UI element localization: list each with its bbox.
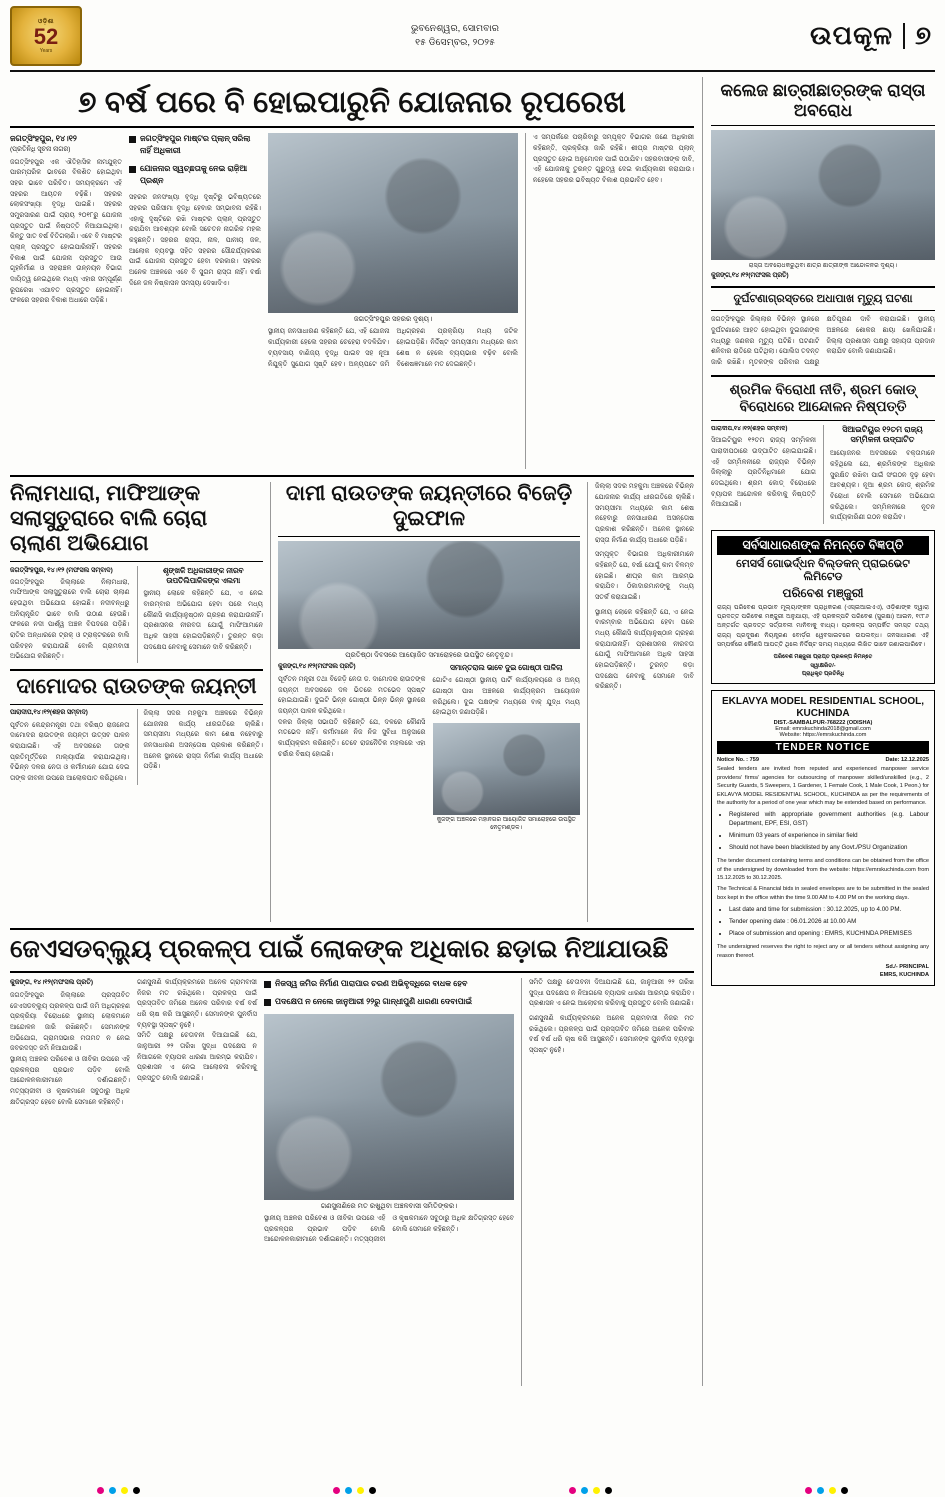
- damodar-byline: ପାରାଦୀପ,୧୪।୧୨(ଶହର ସମ୍ବାଦ): [10, 708, 88, 716]
- college-protest-headline: କଲେଜ ଛାତ୍ରୀଛାତ୍ରଙ୍କ ରାସ୍ତା ଅବରୋଧ: [720, 81, 926, 121]
- college-protest-photo: [711, 130, 935, 260]
- lead-col-1: ଜଗତ୍‌ସିଂହପୁର ଏକ ଐତିହାସିକ ନାମଯୁକ୍ତ ପାରମ୍ପରିକ ଭାବରେ ବିକଶିତ ହୋଇଥିବା ସହର ଭାବେ ପରିଚିତ। ସମୟକ୍ରମେ ଏହି ସହରର ଆୟତନ ବଢ଼ିଛି। ସହରର ଲୋକସଂଖ୍ୟା ବୃଦ୍ଧି ପାଇଛି। ସହରର ସମ୍ପ୍ରସାରଣ ପାଇଁ ପ୍ରାୟ ୨୦୧୮ରୁ ଯୋଜନା ପ୍ରସ୍ତୁତ ପାଇଁ ନିଷ୍ପତ୍ତି ନିଆଯାଇଥିଲା। କିନ୍ତୁ ସାତ ବର୍ଷ ବିତିଗଲାଣି। ଏବେ ବି ମାଷ୍ଟର ପ୍ଲାନ୍ ପ୍ରସ୍ତୁତ ହୋଇପାରିନାହିଁ। ସହରର ବିକାଶ ପାଇଁ ଯୋଜନା ପ୍ରସ୍ତୁତ ଆଉ ଗୃହନିର୍ମାଣ ଓ ସହରାଞ୍ଚଳ ଉନ୍ନୟନ ବିଭାଗ ଦାୟିତ୍ୱ ନେଇଥିଲେ ମଧ୍ୟ ଏହାର ସମ୍ପୂର୍ଣ୍ଣ ରୂପରେଖ ଏଯାବତ ପ୍ରସ୍ତୁତ ହୋଇନାହିଁ। ଫଳରେ ସହରର ବିକାଶ ଅଧାରେ ପଡ଼ିଛି।: [10, 158, 122, 305]
- dot-yellow: [357, 1487, 364, 1494]
- color-dot-group: [805, 1487, 848, 1494]
- sand-mafia-subheadline: ଶୃଙ୍ଖଳି ଅଧିକାରୀଙ୍କ ନୀରବ ଉପତିଲିପାଳିକଙ୍କ ଏଲମା: [162, 565, 244, 586]
- masthead-place: ଭୁବନେଶ୍ୱର, ସୋମବାର: [410, 23, 500, 35]
- tender-dates-list: [729, 906, 929, 939]
- jsw-col-4b: ଗଣସୁନାଣି କାର୍ଯ୍ୟକ୍ରମରେ ଅନେକ ଗ୍ରାମବାସୀ ନିଜର ମତ ରଖିଥିଲେ। ପ୍ରକଳ୍ପ ପାଇଁ ପ୍ରସ୍ତାବିତ ଜମିରେ ଅନେକ ପରିବାର ବର୍ଷ ବର୍ଷ ଧରି ଚାଷ କରି ଆସୁଛନ୍ତି। ସେମାନଙ୍କ ପୁନର୍ବାସ ବ୍ୟବସ୍ଥା ସ୍ପଷ୍ଟ ନୁହେଁ।: [529, 1014, 694, 1054]
- jsw-photo-caption: ଗଣସୁନାଣିରେ ମତ ରଖୁଥିବା ଅଞ୍ଚଳବାସୀ ସମିତିଙ୍କର।: [320, 1202, 458, 1210]
- accident-body: ଜଗତ୍‌ସିଂହପୁର ଜିଲ୍ଲାର ବିଭିନ୍ନ ସ୍ଥାନରେ ଦୁର୍ଘଟଣାରେ ଆହତ ହୋଇଥିବା ଦୁଇଜଣଙ୍କ ମଧ୍ୟରୁ ଜଣକର ମୃତ୍ୟୁ ଘଟିଛି। ଘଟଣାଟି ଶନିବାର ରାତିରେ ଘଟିଥିଲା। ପୋଲିସ ତଦନ୍ତ ଜାରି ରଖିଛି। ମୃତକଙ୍କ ପରିବାର ପକ୍ଷରୁ କ୍ଷତିପୂରଣ ଦାବି କରାଯାଇଛି। ସ୍ଥାନୀୟ ଅଞ୍ଚଳରେ ଶୋକର ଛାୟା ଖେଳିଯାଇଛି। ଜିଲ୍ଲା ପ୍ରଶାସନ ପକ୍ଷରୁ ସହାୟତା ପ୍ରଦାନ କରାଯିବ ବୋଲି ଜଣାଯାଇଛି।: [710, 316, 935, 366]
- jsw-col-2b: ସମିତି ପକ୍ଷରୁ ଚେତାବନୀ ଦିଆଯାଇଛି ଯେ, ଜାନୁଆରୀ ୨୨ ତାରିଖ ସୁଦ୍ଧା ପଦକ୍ଷେପ ନ ନିଆଗଲେ ବ୍ୟାପକ ଧାରଣା ଆରମ୍ଭ କରାଯିବ। ପ୍ରଶାସନ ଏ ନେଇ ଆଲୋଚନା କରିବାକୁ ପ୍ରସ୍ତୁତ ବୋଲି ଜଣାଇଛି।: [137, 1032, 257, 1082]
- dot-magenta: [569, 1487, 576, 1494]
- sand-mafia-byline: ଜଗତ୍‌ସିଂହପୁର, ୧୪।୧୨ (ମଫସଲ ସମ୍ବାଦ): [10, 566, 113, 574]
- damodar-body: ପୂର୍ବତନ କେନ୍ଦ୍ରମନ୍ତ୍ରୀ ତଥା ବରିଷ୍ଠ ରାଜନେତା ଦାମୋଦର ରାଉତଙ୍କ ଜୟନ୍ତୀ ଉତ୍ସବ ପାଳନ କରାଯାଇଛି। ଏହି ଅବସରରେ ତାଙ୍କ ପ୍ରତିମୂର୍ତ୍ତିରେ ମାଲ୍ୟାର୍ପଣ କରାଯାଇଥିଲା। ବିଭିନ୍ନ ଦଳର ନେତା ଓ କର୍ମୀମାନେ ଯୋଗ ଦେଇ ତାଙ୍କ ଜୀବନୀ ଉପରେ ଆଲୋକପାତ କରିଥିଲେ।: [10, 721, 130, 783]
- publication-logo: [10, 6, 82, 66]
- tender-para-3: The Technical & Financial bids in sealed envelopes are to be submitted in the sealed box kept in the office within the time 9.00 AM to 4.00 PM on the working days.: [716, 886, 929, 901]
- env-ad-signature-1: ପରିବେଶ ମଞ୍ଜୁରୀ ପ୍ରାପ୍ତ ପ୍ରକଳ୍ପ ନିମନ୍ତେ: [773, 654, 873, 661]
- masthead: [10, 6, 935, 72]
- jsw-byline: କୁଜଙ୍ଗ, ୧୪।୧୨(ମଫସଲ ପ୍ରତି): [10, 978, 94, 986]
- jsw-col-4: ସମିତି ପକ୍ଷରୁ ଚେତାବନୀ ଦିଆଯାଇଛି ଯେ, ଜାନୁଆରୀ ୨୨ ତାରିଖ ସୁଦ୍ଧା ପଦକ୍ଷେପ ନ ନିଆଗଲେ ବ୍ୟାପକ ଧାରଣା ଆରମ୍ଭ କରାଯିବ। ପ୍ରଶାସନ ଏ ନେଇ ଆଲୋଚନା କରିବାକୁ ପ୍ରସ୍ତୁତ ବୋଲି ଜଣାଇଛି।: [529, 978, 694, 1008]
- accident-headline: ଦୁର୍ଘଟଣାଗ୍ରସ୍ତରେ ଅଧାପାଖ ମୃତ୍ୟୁ ଘଟଣା: [733, 292, 913, 305]
- dot-magenta: [333, 1487, 340, 1494]
- sand-mafia-col-1: ଜଗତ୍‌ସିଂହପୁର ଜିଲ୍ଲାରେ ନିଲାମଧାରା, ମାଫିଆଙ୍କ ସଲାସୁତୁରାରେ ବାଲି ଚୋରା ଚାଲାଣ ହେଉଥିବା ଅଭିଯୋଗ ହୋଇଛି। ନଦୀବନ୍ଧରୁ ଅନିୟନ୍ତ୍ରିତ ଭାବେ ବାଲି ଉଠାଣ ହେଉଛି। ଫଳରେ ନଦୀ ପାର୍ଶ୍ୱ ଅଞ୍ଚଳ ବିପଦରେ ପଡ଼ିଛି। ରାତିର ଅନ୍ଧାରରେ ଟ୍ରକ୍ ଓ ଟ୍ରାକ୍ଟରରେ ବାଲି ପରିବହନ କରାଯାଉଛି ବୋଲି ଗ୍ରାମବାସୀ ଅଭିଯୋଗ କରିଛନ୍ତି।: [10, 578, 130, 661]
- lead-col-4: ଏ ସମ୍ପର୍କରେ ପଚାରିବାରୁ ସମ୍ପୃକ୍ତ ବିଭାଗର ଜଣେ ଅଧିକାରୀ କହିଛନ୍ତି, ପ୍ରକ୍ରିୟା ଜାରି ରହିଛି। ଶୀଘ୍ର ମାଷ୍ଟର ପ୍ଲାନ୍ ପ୍ରସ୍ତୁତ ହୋଇ ଅନୁମୋଦନ ପାଇଁ ପଠାଯିବ। ସହରବାସୀଙ୍କ ଦାବି, ଏହି ଯୋଜନାକୁ ତୁରନ୍ତ ଗୁରୁତ୍ୱ ଦେଇ କାର୍ଯ୍ୟକାରୀ କରାଯାଉ। ନହେଲେ ସହରର ଭବିଷ୍ୟତ ବିକାଶ ପ୍ରଭାବିତ ହେବ।: [533, 134, 694, 185]
- tender-date: Date: 12.12.2025: [885, 757, 929, 764]
- tender-school-dist: DIST.-SAMBALPUR-768222 (ODISHA): [773, 720, 873, 727]
- damodar-jayanti-headline: ଦାମୋଦର ରାଉତଙ୍କ ଜୟନ୍ତୀ: [16, 675, 257, 699]
- citu-col-1: ସିଆଇଟିୟୁର ୧୨ତମ ରାଜ୍ୟ ସମ୍ମିଳନୀ ପାରାଦୀପଠାରେ ଉଦ୍‌ଘାଟିତ ହୋଇଯାଇଛି। ଏହି ସମ୍ମିଳନୀରେ ରାଜ୍ୟର ବିଭିନ୍ନ ଜିଲ୍ଲାରୁ ପ୍ରତିନିଧିମାନେ ଯୋଗ ଦେଇଥିଲେ। ଶ୍ରମ କୋଡ୍ ବିରୋଧରେ ବ୍ୟାପକ ଆନ୍ଦୋଳନ କରିବାକୁ ନିଷ୍ପତ୍ତି ନିଆଯାଇଛି।: [710, 437, 816, 509]
- bjd-col-1: ପୂର୍ବତନ ମନ୍ତ୍ରୀ ତଥା ବିଜେଡ଼ି ନେତା ଡ. ଦାମୋଦର ରାଉତଙ୍କ ଜୟନ୍ତୀ ଅବସରରେ ଦଳ ଭିତରେ ମତଭେଦ ସ୍ପଷ୍ଟ ହୋଇଯାଇଛି। ଦୁଇଟି ଭିନ୍ନ ଗୋଷ୍ଠୀ ଭିନ୍ନ ଭିନ୍ନ ସ୍ଥାନରେ ଜୟନ୍ତୀ ପାଳନ କରିଥିଲେ।: [278, 675, 426, 715]
- section-title: ଉପକୂଳ: [809, 20, 894, 50]
- env-ad-signature-3: ପ୍ରାଧିକୃତ ପ୍ରତିନିଧି: [801, 671, 845, 678]
- citu-subheadline: ସିଆଇଟିୟୁର ୧୨ତମ ରାଜ୍ୟ ସମ୍ମିଳନୀ ଉଦ୍‌ଘାଟିତ: [842, 424, 923, 445]
- bjd-photo-2: [433, 723, 581, 815]
- dot-magenta: [97, 1487, 104, 1494]
- logo-top-text: ଓଡ଼ିଶା: [38, 18, 54, 25]
- tender-para-1: Sealed tenders are invited from reputed and experienced manpower service providers/ firms/ agencies for outsourcing of manpower skilled/unskilled (e.g., 2 Security Guards, 5 Sweepers, 1 Gardener, 1 Female Cook, 1 Male Cook, 1 Peon.) for EKLAVYA MODEL RESIDENTIAL SCHOOL, KUCHINDA as per the requirements of the authority for a period of one year which may be extended based on performance.: [716, 766, 929, 806]
- dot-yellow: [829, 1487, 836, 1494]
- tender-school-email: Email: emrskuchinda2018@gmail.com: [775, 726, 871, 733]
- tender-sign-2: EMRS, KUCHINDA: [879, 972, 929, 979]
- tender-date-item: • Tender opening date : 06.01.2026 at 10.00 AM: [729, 918, 929, 927]
- masthead-date: ୧୫ ଡିସେମ୍ବର, ୨୦୨୫: [415, 37, 495, 48]
- tender-notice-ad: [711, 690, 935, 985]
- jsw-col-1b: ସ୍ଥାନୀୟ ଅଞ୍ଚଳର ପରିବେଶ ଓ ଜୀବିକା ଉପରେ ଏହି ପ୍ରକଳ୍ପର ପ୍ରଭାବ ପଡ଼ିବ ବୋଲି ଆନ୍ଦୋଳନକାରୀମାନେ ଦର୍ଶାଇଛନ୍ତି। ମତ୍ସ୍ୟଜୀବୀ ଓ କୃଷକମାନେ ସବୁଠାରୁ ଅଧିକ କ୍ଷତିଗ୍ରସ୍ତ ହେବେ ବୋଲି ସେମାନେ କହିଛନ୍ତି।: [10, 1056, 130, 1106]
- env-ad-title-3: ପରିବେଶ ମଞ୍ଜୁରୀ: [782, 585, 864, 600]
- lead-bullet-2: ଯୋଜନାର ସ୍ୱଚ୍ଛତାକୁ ନେଇ ରାଜି଼ଆ ପ୍ରଶ୍ନ: [129, 163, 261, 187]
- tender-sign-1: Sd./- PRINCIPAL: [885, 964, 929, 970]
- jsw-col-2: ଗଣସୁନାଣି କାର୍ଯ୍ୟକ୍ରମରେ ଅନେକ ଗ୍ରାମବାସୀ ନିଜର ମତ ରଖିଥିଲେ। ପ୍ରକଳ୍ପ ପାଇଁ ପ୍ରସ୍ତାବିତ ଜମିରେ ଅନେକ ପରିବାର ବର୍ଷ ବର୍ଷ ଧରି ଚାଷ କରି ଆସୁଛନ୍ତି। ସେମାନଙ୍କ ପୁନର୍ବାସ ବ୍ୟବସ୍ଥା ସ୍ପଷ୍ଟ ନୁହେଁ।: [137, 978, 257, 1029]
- env-ad-body: ରାଜ୍ୟ ପରିବେଶ ପ୍ରଭାବ ମୂଲ୍ୟାଙ୍କନ ପ୍ରାଧିକରଣ (ଏସ୍‌ଇଆଇଏଏ), ଓଡ଼ିଶାଙ୍କ ଦ୍ୱାରା ପ୍ରଦତ୍ତ ପରିବେଶ ମଞ୍ଜୁରୀ ଅନୁଯାୟୀ, ଏହି ପ୍ରକଳ୍ପଟି ପରିବେଶ (ସୁରକ୍ଷା) ଆଇନ, ୧୯୮୬ ଅନ୍ତର୍ଗତ ପ୍ରଦତ୍ତ ସର୍ତ୍ତାବଳୀ ମାନିବାକୁ ବାଧ୍ୟ। ପ୍ରକଳ୍ପ ସମ୍ପର୍କିତ ସମସ୍ତ ତଥ୍ୟ ରାଜ୍ୟ ପ୍ରଦୂଷଣ ନିୟନ୍ତ୍ରଣ ବୋର୍ଡ଼ର ୱେବସାଇଟରେ ଉପଲବ୍ଧ। ଜନସାଧାରଣ ଏହି ସମ୍ପର୍କରେ କୌଣସି ଆପତ୍ତି ଥିଲେ ନିର୍ଦ୍ଦିଷ୍ଟ ସମୟ ମଧ୍ୟରେ ଲିଖିତ ଭାବେ ଜଣାଇପାରିବେ।: [716, 603, 929, 648]
- tender-notice-no: Notice No. : 759: [716, 757, 759, 764]
- color-registration-marks: [0, 1487, 945, 1494]
- lead-byline-sub: (ପ୍ରତିନିଧି ସୂଚନା ନାଗର): [10, 145, 71, 153]
- mid-right-body-3: ସ୍ଥାନୀୟ ଲୋକେ କହିଛନ୍ତି ଯେ, ଏ ନେଇ ବାରମ୍ବାର ଅଭିଯୋଗ ହେବା ପରେ ମଧ୍ୟ କୌଣସି କାର୍ଯ୍ୟାନୁଷ୍ଠାନ ଗ୍ରହଣ କରାଯାଉନାହିଁ। ପ୍ରଶାସନର ନୀରବତା ଯୋଗୁଁ ମାଫିଆମାନେ ଅଧିକ ସାହସୀ ହୋଇପଡ଼ିଛନ୍ତି। ତୁରନ୍ତ କଡ଼ା ପଦକ୍ଷେପ ନେବାକୁ ସେମାନେ ଦାବି କରିଛନ୍ତି।: [595, 608, 694, 691]
- env-ad-title-2: ମେସର୍ସ ଗୋଭର୍ଦ୍ଧନ ବିଲ୍ଡକନ୍ ପ୍ରାଇଭେଟ ଲିମିଟେଡ: [736, 557, 910, 583]
- citu-byline: ପାରାଦୀପ,୧୪।୧୨(ଶହର ସମ୍ବାଦ): [710, 424, 788, 432]
- env-ad-signature-2: ସ୍ୱାକ୍ଷରିତ/-: [810, 662, 836, 669]
- env-ad-title-1: ସର୍ବସାଧାରଣଙ୍କ ନିମନ୍ତେ ବିଜ୍ଞପ୍ତି: [717, 536, 929, 555]
- environment-clearance-ad: [711, 530, 935, 685]
- college-protest-caption: ରାସ୍ତା ଅବରୋଧକରୁଥିବା ଛାତ୍ର ଛାତ୍ରୀଙ୍କ ଆନ୍ଦୋଳନର ଦୃଶ୍ୟ।: [748, 262, 898, 270]
- dot-cyan: [345, 1487, 352, 1494]
- dot-yellow: [593, 1487, 600, 1494]
- lead-col-2: ସହରର ଜନସଂଖ୍ୟା ବୃଦ୍ଧି ଦୃଷ୍ଟିରୁ ଭବିଷ୍ୟତରେ ସହରର ପରିସୀମା ବୃଦ୍ଧି ହେବାର ସମ୍ଭାବନା ରହିଛି। ଏହାକୁ ଦୃଷ୍ଟିରେ ରଖି ମାଷ୍ଟର ପ୍ଲାନ୍ ପ୍ରସ୍ତୁତ କରାଯିବା ଆବଶ୍ୟକ ବୋଲି ସଚେତନ ନାଗରିକ ମହଲ କହୁଛନ୍ତି। ସହରର ରାସ୍ତା, ନାଳ, ପାନୀୟ ଜଳ, ଆଲୋକ ବ୍ୟବସ୍ଥା ସହିତ ସହରର ସୌନ୍ଦର୍ଯ୍ୟକରଣ ପାଇଁ ଯୋଜନା ପ୍ରସ୍ତୁତ ହେବା ଦରକାର। ସହରର ଅନେକ ଅଞ୍ଚଳରେ ଏବେ ବି ସୁଗମ ରାସ୍ତା ନାହିଁ। ବର୍ଷା ଦିନେ ଜଳ ନିଷ୍କାସନ ସମସ୍ୟା ଦେଖାଦିଏ।: [129, 194, 261, 287]
- masthead-section: [810, 20, 935, 52]
- dot-cyan: [817, 1487, 824, 1494]
- masthead-dateline: [100, 22, 810, 50]
- tender-banner: TENDER NOTICE: [717, 741, 929, 754]
- tender-eligibility-item: • Minimum 03 years of experience in similar field: [729, 832, 929, 841]
- tender-eligibility-item: • Registered with appropriate government authorities (e.g. Labour Department, EPF, ESI, GST): [729, 811, 929, 829]
- tender-eligibility-item: • Should not have been blacklisted by any Govt./PSU Organization: [729, 844, 929, 853]
- lead-col-3: ସ୍ଥାନୀୟ ଜନସାଧାରଣ କହିଛନ୍ତି ଯେ, ଏହି ଯୋଜନା କାର୍ଯ୍ୟକାରୀ ହେଲେ ସହରର ଚେହେରା ବଦଳିଯିବ। ବ୍ୟବସାୟ ବାଣିଜ୍ୟ ବୃଦ୍ଧି ପାଇବ ସହ ନୂଆ ନିଯୁକ୍ତି ସୁଯୋଗ ସୃଷ୍ଟି ହେବ। ଅନ୍ୟପଟେ ଜମି ଅଧିଗ୍ରହଣ ପ୍ରକ୍ରିୟା ମଧ୍ୟ ଜଟିଳ ହୋଇପଡ଼ିଛି। ନିର୍ଦ୍ଦିଷ୍ଟ ସମୟସୀମା ମଧ୍ୟରେ କାମ ଶେଷ ନ ହେଲେ ବ୍ୟୟଭାର ବଢ଼ିବ ବୋଲି ବିଶେଷଜ୍ଞମାନେ ମତ ଦେଇଛନ୍ତି।: [268, 328, 518, 368]
- lead-headline: ୭ ବର୍ଷ ପରେ ବି ହୋଇପାରୁନି ଯୋଜନାର ରୂପରେଖ: [78, 86, 626, 119]
- mid-right-body-2: ସମ୍ପୃକ୍ତ ବିଭାଗର ଅଧିକାରୀମାନେ କହିଛନ୍ତି ଯେ, ବର୍ଷା ଯୋଗୁଁ କାମ ବିଳମ୍ବ ହୋଇଛି। ଶୀଘ୍ର କାମ ଆରମ୍ଭ କରାଯିବ। ଠିକାଦାରମାନଙ୍କୁ ମଧ୍ୟ ସତର୍କ କରାଯାଇଛି।: [595, 551, 694, 602]
- dot-cyan: [581, 1487, 588, 1494]
- lead-byline: ଜଗତ୍‌ସିଂହପୁର, ୧୪।୧୨: [10, 134, 77, 144]
- dot-magenta: [805, 1487, 812, 1494]
- bullet-square-icon: [129, 166, 136, 173]
- citu-col-2: ଆୟୋଜନର ଅବସରରେ ବକ୍ତାମାନେ କହିଥିଲେ ଯେ, ଶ୍ରମିକଙ୍କ ଅଧିକାର ସୁରକ୍ଷିତ ରଖିବା ପାଇଁ ସଂଗଠନ ଦୃଢ଼ ହେବା ଆବଶ୍ୟକ। ନୂଆ ଶ୍ରମ କୋଡ୍ ଶ୍ରମିକ ବିରୋଧୀ ବୋଲି ସେମାନେ ଅଭିଯୋଗ କରିଥିଲେ। ସମ୍ମିଳନୀରେ ନୂତନ କାର୍ଯ୍ୟକାରିଣୀ ଗଠନ କରାଯିବ।: [829, 450, 935, 522]
- tender-school-website: Website: https://emrskuchinda.com: [779, 732, 867, 739]
- citu-headline: ଶ୍ରମିକ ବିରୋଧୀ ନୀତି, ଶ୍ରମ କୋଡ୍ ବିରୋଧରେ ଆନ୍ଦୋଳନ ନିଷ୍ପତ୍ତି: [729, 380, 917, 415]
- tender-date-item: • Place of submission and opening : EMRS, KUCHINDA PREMISES: [729, 930, 929, 939]
- tender-para-4: The undersigned reserves the right to reject any or all tenders without assigning any reason thereof.: [716, 944, 929, 959]
- dot-yellow: [121, 1487, 128, 1494]
- bjd-photo-2-caption: କୁଜଙ୍ଗ ଅଞ୍ଚଳରେ ମହାନଗର ଆୟୋଜିତ ସମାରୋହରେ ଉପସ୍ଥିତ ନେତୃମଣ୍ଡଳ।: [436, 817, 576, 831]
- dot-black: [369, 1487, 376, 1494]
- jsw-bullet-1: ନିଜସ୍ୱ ଜମିର ନିର୍ମାଣ ପାରାପାର ଚରଣ ଅଭିବୃଦ୍ଧିରେ ବାଧକ ହେବ: [264, 978, 514, 990]
- left-content-zone: [10, 77, 694, 1386]
- lead-bullet-1: ଜଗତ୍‌ସିଂହପୁର ମାଷ୍ଟର ପ୍ଲାନ୍ ସରିଲା ନାହିଁ ଅଧିକାରୀ: [129, 133, 261, 157]
- page-number: ୭: [915, 20, 931, 50]
- jsw-photo: [264, 1014, 514, 1200]
- jsw-col-1: ଜଗତ୍‌ସିଂହପୁର ଜିଲ୍ଲାରେ ପ୍ରସ୍ତାବିତ ଜେଏସଡବ୍ଲ୍ୟୁ ପ୍ରକଳ୍ପ ପାଇଁ ଜମି ଅଧିଗ୍ରହଣ ପ୍ରକ୍ରିୟା ବିରୋଧରେ ସ୍ଥାନୀୟ ଲୋକମାନେ ଆନ୍ଦୋଳନ ଜାରି ରଖିଛନ୍ତି। ସେମାନଙ୍କ ଅଭିଯୋଗ, ଗ୍ରାମସଭାର ମତାମତ ନ ନେଇ ଜବରଦସ୍ତ ଜମି ନିଆଯାଉଛି।: [10, 992, 130, 1053]
- dot-black: [605, 1487, 612, 1494]
- bjd-photo-1: [278, 541, 580, 649]
- masthead-divider: [903, 23, 905, 49]
- bjd-subheadline: ସମାନ୍ତରାଲ ଭାବେ ଦୁଇ ଗୋଷ୍ଠୀ ପାଳିଲା: [449, 663, 563, 673]
- bullet-square-icon: [129, 136, 136, 143]
- dot-black: [841, 1487, 848, 1494]
- color-dot-group: [569, 1487, 612, 1494]
- mid-right-body-1: ଜିଲ୍ଲା ସଦର ମହକୁମା ଅଞ୍ଚଳରେ ବିଭିନ୍ନ ଯୋଜନାର କାର୍ଯ୍ୟ ଧୀରଗତିରେ ଚାଲିଛି। ସମୟସୀମା ମଧ୍ୟରେ କାମ ଶେଷ ନହେବାରୁ ଜନସାଧାରଣ ଅସନ୍ତୋଷ ପ୍ରକାଶ କରିଛନ୍ତି। ଅନେକ ସ୍ଥାନରେ ରାସ୍ତା ନିର୍ମାଣ କାର୍ଯ୍ୟ ଅଧାରେ ପଡ଼ିଛି।: [595, 483, 694, 544]
- dot-black: [133, 1487, 140, 1494]
- color-dot-group: [333, 1487, 376, 1494]
- logo-years-label: Years: [39, 47, 53, 54]
- bullet-square-icon: [264, 999, 271, 1006]
- lead-bullet-list: [129, 133, 261, 187]
- jsw-headline: ଜେଏସଡବ୍ଲ୍ୟୁ ପ୍ରକଳ୍ପ ପାଇଁ ଲୋକଙ୍କ ଅଧିକାର ଛଡ଼ାଇ ନିଆଯାଉଛି: [10, 935, 669, 964]
- tender-para-2: The tender document containing terms and conditions can be obtained from the office of the undersigned by downloaded from the website: https://emrskuchinda.com from 15.12.2025 to 30.12.2025.: [716, 858, 929, 882]
- jsw-bullet-2: ପଦକ୍ଷେପ ନ ନେଲେ ଜାନୁଆରୀ ୨୨ରୁ ଗାନ୍ଧୀପୁଣି ଧାରଣା ଦେବାପାଇଁ: [264, 996, 514, 1008]
- right-content-zone: [702, 77, 935, 1386]
- color-dot-group: [97, 1487, 140, 1494]
- bjd-col-2: ଗୋଟିଏ ଗୋଷ୍ଠୀ ସ୍ଥାନୀୟ ପାର୍ଟି କାର୍ଯ୍ୟାଳୟରେ ଓ ଅନ୍ୟ ଗୋଷ୍ଠୀ ପାଖ ଅଞ୍ଚଳରେ କାର୍ଯ୍ୟକ୍ରମ ଆୟୋଜନ କରିଥିଲେ। ଦୁଇ ପକ୍ଷଙ୍କ ମଧ୍ୟରେ ବାକ୍ ଯୁଦ୍ଧ ମଧ୍ୟ ହୋଇଥିବା ଜଣାପଡ଼ିଛି।: [432, 677, 580, 717]
- lead-photo: [268, 133, 518, 313]
- jsw-bullet-list: [264, 978, 514, 1008]
- sand-mafia-headline: ନିଲାମଧାରା, ମାଫିଆଙ୍କ ସଲାସୁତୁରାରେ ବାଲି ଚୋରା ଚାଲାଣ ଅଭିଯୋଗ: [10, 482, 208, 555]
- sand-mafia-col-2: ସ୍ଥାନୀୟ ଲୋକେ କହିଛନ୍ତି ଯେ, ଏ ନେଇ ବାରମ୍ବାର ଅଭିଯୋଗ ହେବା ପରେ ମଧ୍ୟ କୌଣସି କାର୍ଯ୍ୟାନୁଷ୍ଠାନ ଗ୍ରହଣ କରାଯାଉନାହିଁ। ପ୍ରଶାସନର ନୀରବତା ଯୋଗୁଁ ମାଫିଆମାନେ ଅଧିକ ସାହସୀ ହୋଇପଡ଼ିଛନ୍ତି। ତୁରନ୍ତ କଡ଼ା ପଦକ୍ଷେପ ନେବାକୁ ସେମାନେ ଦାବି କରିଛନ୍ତି।: [143, 590, 263, 651]
- bullet-square-icon: [264, 981, 271, 988]
- bjd-photo-1-caption: ପ୍ରତିଷ୍ଠା ଦିବସରେ ଆୟୋଜିତ ସମାରୋହରେ ଉପସ୍ଥିତ ନେତୃବୃନ୍ଦ।: [345, 651, 513, 659]
- tender-eligibility-list: [729, 811, 929, 853]
- tender-date-item: • Last date and time for submission : 30.12.2025, up to 4.00 PM.: [729, 906, 929, 915]
- college-protest-byline: କୁଜଙ୍ଗ,୧୪।୧୨(ମଫସଲ ପ୍ରତି): [710, 272, 789, 280]
- bjd-byline: କୁଜଙ୍ଗ,୧୪।୧୨(ମଫସଲ ପ୍ରତି): [278, 663, 356, 671]
- lead-photo-caption: ଜଗତ୍‌ସିଂହପୁର ସହରର ଦୃଶ୍ୟ।: [353, 316, 433, 324]
- damodar-body-2: ଜିଲ୍ଲା ସଦର ମହକୁମା ଅଞ୍ଚଳରେ ବିଭିନ୍ନ ଯୋଜନାର କାର୍ଯ୍ୟ ଧୀରଗତିରେ ଚାଲିଛି। ସମୟସୀମା ମଧ୍ୟରେ କାମ ଶେଷ ନହେବାରୁ ଜନସାଧାରଣ ଅସନ୍ତୋଷ ପ୍ରକାଶ କରିଛନ୍ତି। ଅନେକ ସ୍ଥାନରେ ରାସ୍ତା ନିର୍ମାଣ କାର୍ଯ୍ୟ ଅଧାରେ ପଡ଼ିଛି।: [143, 709, 263, 771]
- bjd-split-headline: ଦାମୀ ରାଉତଙ୍କ ଜୟନ୍ତୀରେ ବିଜେଡ଼ି ଦୁଇଫାଳ: [285, 482, 573, 531]
- dot-cyan: [109, 1487, 116, 1494]
- logo-anniversary-number: 52: [33, 23, 59, 49]
- jsw-col-3: ସ୍ଥାନୀୟ ଅଞ୍ଚଳର ପରିବେଶ ଓ ଜୀବିକା ଉପରେ ଏହି ପ୍ରକଳ୍ପର ପ୍ରଭାବ ପଡ଼ିବ ବୋଲି ଆନ୍ଦୋଳନକାରୀମାନେ ଦର୍ଶାଇଛନ୍ତି। ମତ୍ସ୍ୟଜୀବୀ ଓ କୃଷକମାନେ ସବୁଠାରୁ ଅଧିକ କ୍ଷତିଗ୍ରସ୍ତ ହେବେ ବୋଲି ସେମାନେ କହିଛନ୍ତି।: [264, 1214, 514, 1244]
- tender-school-name: EKLAVYA MODEL RESIDENTIAL SCHOOL, KUCHINDA: [721, 696, 925, 720]
- bjd-col-1b: ଦଳର ଜିଲ୍ଲା ସଭାପତି କହିଛନ୍ତି ଯେ, ଦଳରେ କୌଣସି ମତଭେଦ ନାହିଁ। କର୍ମୀମାନେ ନିଜ ନିଜ ସୁବିଧା ଅନୁସାରେ କାର୍ଯ୍ୟକ୍ରମ କରିଛନ୍ତି। ତେବେ ରାଜନୈତିକ ମହଲରେ ଏହା ଚର୍ଚ୍ଚାର ବିଷୟ ହୋଇଛି।: [278, 718, 426, 758]
